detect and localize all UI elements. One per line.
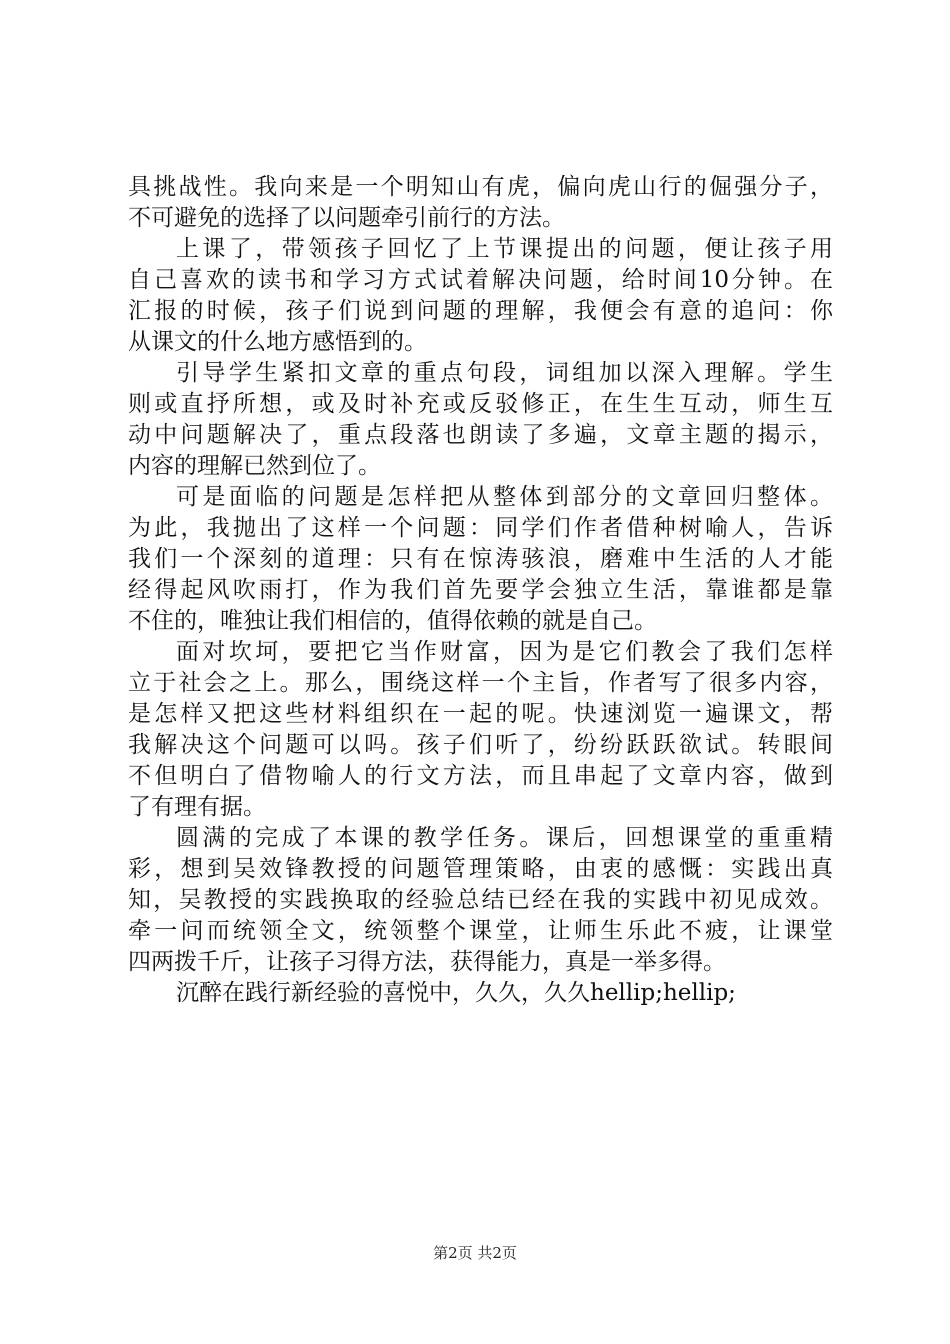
paragraph-3	[128, 358, 833, 482]
text-line: 是怎样又把这些材料组织在一起的呢。快速浏览一遍课文，帮	[128, 701, 833, 727]
text-line: 从课文的什么地方感悟到的。	[128, 329, 427, 355]
text-line: 不住的，唯独让我们相信的，值得依赖的就是自己。	[128, 608, 657, 634]
text-line: 引导学生紧扣文章的重点句段，词组加以深入理解。学生	[176, 360, 833, 386]
paragraph-5	[128, 637, 833, 823]
text-line: 四两拨千斤，让孩子习得方法，获得能力，真是一举多得。	[128, 949, 726, 975]
text-line: 彩，想到吴效锋教授的问题管理策略，由衷的感慨：实践出真	[128, 856, 833, 882]
text-line: 我们一个深刻的道理：只有在惊涛骇浪，磨难中生活的人才能	[128, 546, 833, 572]
page-footer	[0, 1243, 950, 1263]
paragraph-6	[128, 823, 833, 978]
text-line: 圆满的完成了本课的教学任务。课后，回想课堂的重重精	[176, 825, 833, 851]
paragraph-1	[128, 172, 833, 234]
text-line: 不但明白了借物喻人的行文方法，而且串起了文章内容，做到	[128, 763, 833, 789]
paragraph-7	[128, 978, 833, 1009]
text-line: 面对坎坷，要把它当作财富，因为是它们教会了我们怎样	[176, 639, 833, 665]
paragraph-4	[128, 482, 833, 637]
body-text	[128, 172, 833, 1009]
text-line: 具挑战性。我向来是一个明知山有虎，偏向虎山行的倔强分子，	[128, 174, 833, 200]
text-line: 我解决这个问题可以吗。孩子们听了，纷纷跃跃欲试。转眼间	[128, 732, 833, 758]
text-line: 了有理有据。	[128, 794, 266, 820]
text-line: 内容的理解已然到位了。	[128, 453, 381, 479]
text-line: 动中问题解决了，重点段落也朗读了多遍，文章主题的揭示，	[128, 422, 833, 448]
paragraph-2	[128, 234, 833, 358]
text-line: 为此，我抛出了这样一个问题：同学们作者借种树喻人，告诉	[128, 515, 833, 541]
text-line: 不可避免的选择了以问题牵引前行的方法。	[128, 205, 565, 231]
text-line: 则或直抒所想，或及时补充或反驳修正，在生生互动，师生互	[128, 391, 833, 417]
page-number-label: 第2页 共2页	[433, 1244, 517, 1262]
text-line: 经得起风吹雨打，作为我们首先要学会独立生活，靠谁都是靠	[128, 577, 833, 603]
text-line: 自己喜欢的读书和学习方式试着解决问题，给时间10分钟。在	[128, 267, 833, 293]
text-line: 沉醉在践行新经验的喜悦中，久久，久久hellip;hellip;	[176, 980, 736, 1006]
text-line: 汇报的时候，孩子们说到问题的理解，我便会有意的追问：你	[128, 298, 833, 324]
text-line: 牵一问而统领全文，统领整个课堂，让师生乐此不疲，让课堂	[128, 918, 833, 944]
text-line: 知，吴教授的实践换取的经验总结已经在我的实践中初见成效。	[128, 887, 833, 913]
text-line: 立于社会之上。那么，围绕这样一个主旨，作者写了很多内容，	[128, 670, 833, 696]
text-line: 上课了，带领孩子回忆了上节课提出的问题，便让孩子用	[176, 236, 833, 262]
text-line: 可是面临的问题是怎样把从整体到部分的文章回归整体。	[176, 484, 833, 510]
